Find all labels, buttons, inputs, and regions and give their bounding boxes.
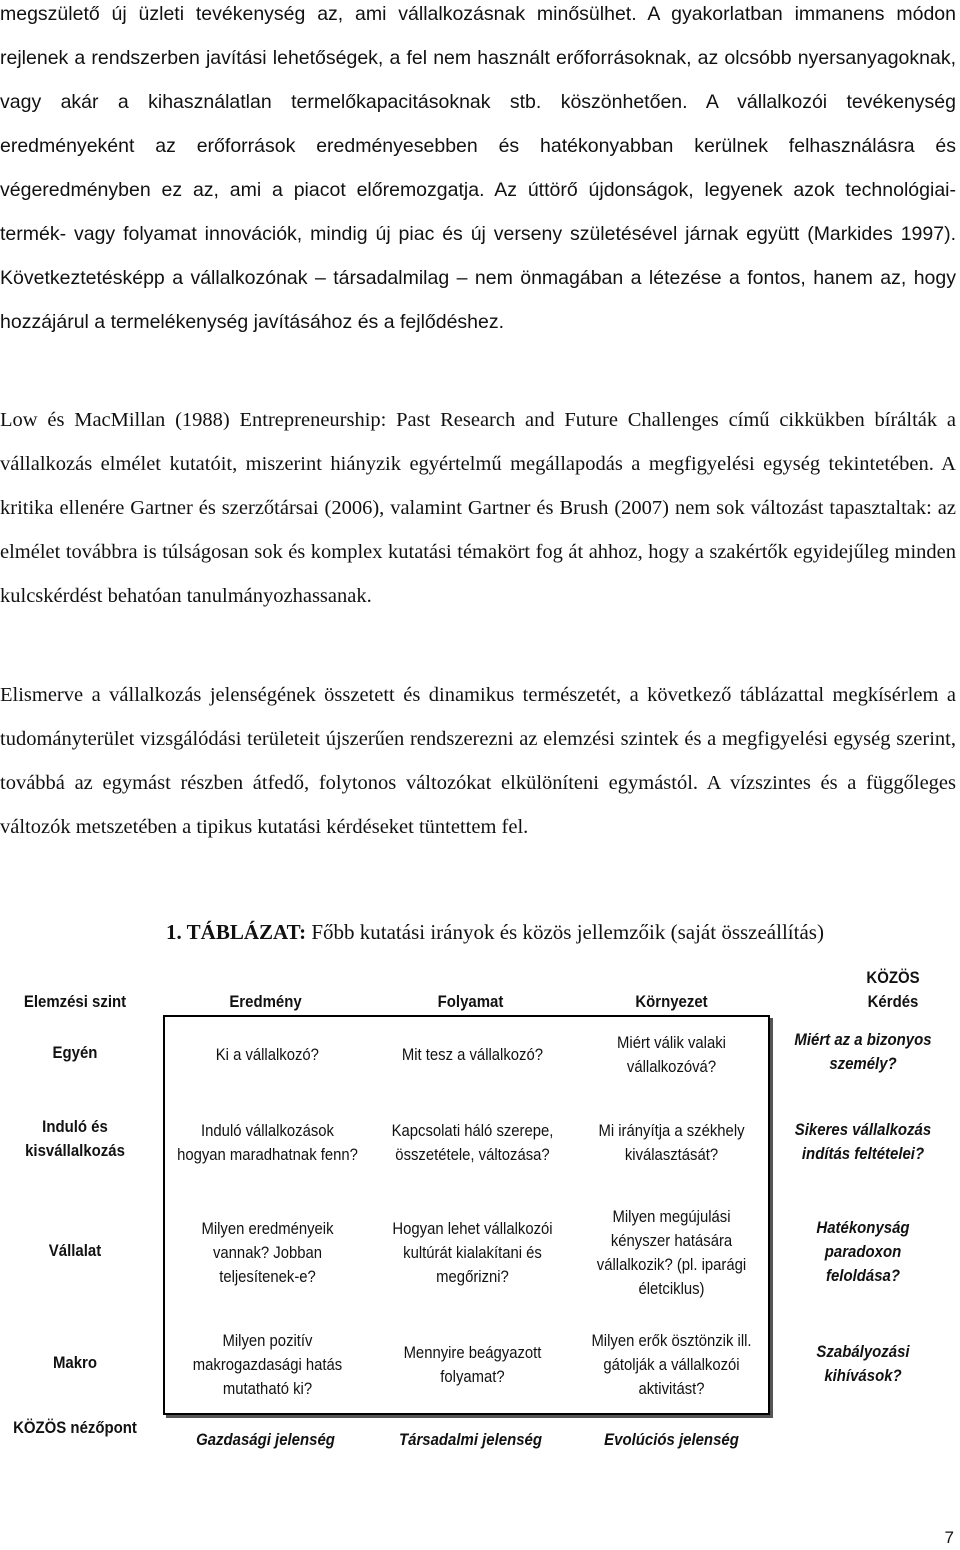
header-common-top: KÖZÖS xyxy=(866,968,920,987)
cell-startup-environment: Mi irányítja a székhely kiválasztását? xyxy=(598,1122,745,1164)
cell-firm-result: Milyen eredményeik vannak? Jobban teljesítenek-e? xyxy=(201,1220,334,1286)
row-label-individual: Egyén xyxy=(52,1043,98,1062)
cell-individual-result: Ki a vállalkozó? xyxy=(215,1046,320,1064)
row-label-macro: Makro xyxy=(52,1353,98,1372)
page-number: 7 xyxy=(944,1528,954,1547)
cell-firm-process: Hogyan lehet vállalkozói kultúrát kialakítani és megőrizni? xyxy=(392,1220,553,1286)
row-label-startup: Induló és kisvállalkozás xyxy=(25,1117,125,1160)
table-caption-number: 1. TÁBLÁZAT: xyxy=(166,920,307,944)
footer-label: KÖZÖS nézőpont xyxy=(13,1418,137,1437)
question-macro: Szabályozási kihívások? xyxy=(816,1342,910,1385)
paragraph-2: Low és MacMillan (1988) Entrepreneurship: Past Research and Future Challenges című cikkükben bírálták a vállalkozás elmélet kutatóit, miszerint hiányzik egyértelmű megállapodás a megfigyelési egység tekintetében. A kritika ellenére Gartner és szerzőtársai (2006), valamint Gartner és Brush (2007) nem sok változást tapasztaltak: az elmélet továbbra is túlságosan sok és komplex kutatási témakört fog át ahhoz, hogy a szakértők egyidejűleg minden kulcskérdést behatóan tanulmányozhassanak. xyxy=(0,409,956,607)
header-environment: Környezet xyxy=(635,992,708,1011)
header-process: Folyamat xyxy=(437,992,504,1011)
question-individual: Miért az a bizonyos személy? xyxy=(794,1030,932,1073)
header-result: Eredmény xyxy=(229,992,302,1011)
cell-individual-process: Mit tesz a vállalkozó? xyxy=(401,1046,544,1064)
cell-macro-result: Milyen pozitív makrogazdasági hatás mutatható ki? xyxy=(192,1332,343,1398)
research-grid xyxy=(163,1015,770,1415)
header-level: Elemzési szint xyxy=(23,992,127,1011)
paragraph-1: megszülető új üzleti tevékenység az, ami vállalkozásnak minősülhet. A gyakorlatban immanens módon rejlenek a rendszerben javítási lehetőségek, a fel nem használt erőforrásoknak, az olcsóbb nyersanyagoknak, vagy akár a kihasználatlan termelőkapacitásoknak stb. köszönhetően. A vállalkozói tevékenység eredményeként az erőforrások eredményesebben és hatékonyabban kerülnek felhasználásra és végeredményben ez az, ami a piacot előremozgatja. Az úttörő újdonságok, legyenek azok technológiai-termék- vagy folyamat innovációk, mindig új piac és új verseny születésével járnak együtt (Markides 1997). Következtetésképp a vállalkozónak – társadalmilag – nem önmagában a létezése a fontos, hanem az, hogy hozzájárul a termelékenység javításához és a fejlődéshez. xyxy=(0,3,956,333)
cell-startup-result: Induló vállalkozások hogyan maradhatnak fenn? xyxy=(177,1122,358,1164)
footer-environment: Evolúciós jelenség xyxy=(604,1430,739,1449)
footer-result: Gazdasági jelenség xyxy=(196,1430,335,1449)
question-startup: Sikeres vállalkozás indítás feltételei? xyxy=(794,1120,932,1163)
cell-macro-environment: Milyen erők ösztönzik ill. gátolják a vállalkozói aktivitást? xyxy=(591,1332,752,1398)
paragraph-3: Elismerve a vállalkozás jelenségének összetett és dinamikus természetét, a következő táblázattal megkísérlem a tudományterület vizsgálódási területeit újszerűen rendszerezni az elemzési szintek és a megfigyelési egység szerint, továbbá az egymást részben átfedő, folytonos változókat elkülöníteni egymástól. A vízszintes és a függőleges változók metszetében a tipikus kutatási kérdéseket tüntettem fel. xyxy=(0,684,956,838)
footer-process: Társadalmi jelenség xyxy=(398,1430,543,1449)
question-firm: Hatékonyság paradoxon feloldása? xyxy=(816,1218,910,1285)
header-common-bottom: Kérdés xyxy=(867,992,919,1011)
cell-macro-process: Mennyire beágyazott folyamat? xyxy=(403,1344,542,1386)
table-caption xyxy=(0,920,960,945)
cell-startup-process: Kapcsolati háló szerepe, összetétele, változása? xyxy=(391,1122,554,1164)
table-caption-text: Főbb kutatási irányok és közös jellemzőik (saját összeállítás) xyxy=(311,920,824,944)
cell-individual-environment: Miért válik valaki vállalkozóvá? xyxy=(617,1034,726,1076)
cell-firm-environment: Milyen megújulási kényszer hatására vállalkozik? (pl. iparági életciklus) xyxy=(596,1208,747,1298)
row-label-firm: Vállalat xyxy=(48,1241,102,1260)
